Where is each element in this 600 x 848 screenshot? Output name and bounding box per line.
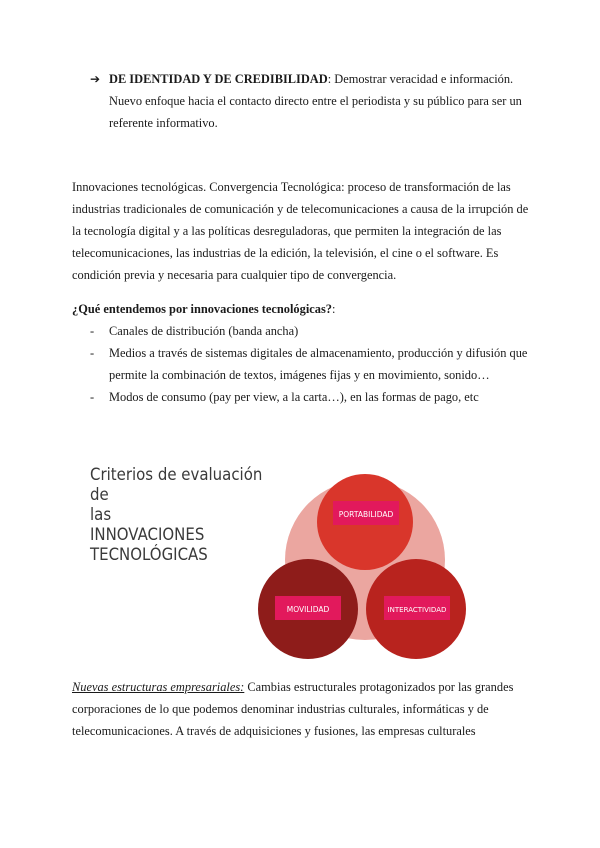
business-structures-paragraph <box>72 676 532 742</box>
mobility-label: MOVILIDAD <box>286 605 330 614</box>
list-dash: - <box>90 390 95 404</box>
business-structures-heading: Nuevas estructuras empresariales: <box>72 680 245 694</box>
question-bold: ¿Qué entendemos por innovaciones tecnológicas? <box>72 302 332 316</box>
identity-line3: referente informativo. <box>109 116 218 130</box>
innovations-paragraph <box>72 176 532 286</box>
business-line3: telecomunicaciones. A través de adquisiciones y fusiones, las empresas culturales <box>72 724 476 738</box>
identity-bold: DE IDENTIDAD Y DE CREDIBILIDAD <box>109 72 328 86</box>
infographic-title-line: Criterios de evaluación <box>90 465 263 485</box>
infographic-title-line: INNOVACIONES <box>90 525 205 545</box>
question-heading <box>72 298 532 320</box>
infographic-title-line: de <box>90 485 109 505</box>
list-item-2 <box>109 342 529 386</box>
list-dash: - <box>90 324 95 338</box>
identity-rest: : Demostrar veracidad e información. <box>327 72 514 86</box>
portability-label: PORTABILIDAD <box>338 510 394 519</box>
list-dash: - <box>90 346 95 360</box>
list-item-2-line2: permite la combinación de textos, imágenes fijas y en movimiento, sonido… <box>109 368 490 382</box>
list-item-1: Canales de distribución (banda ancha) <box>109 324 299 338</box>
para-line: Innovaciones tecnológicas. Convergencia Tecnológica: proceso de transformación de las <box>72 180 511 194</box>
question-tail: : <box>331 302 336 316</box>
infographic-title-line: las <box>90 505 112 525</box>
evaluation-criteria-diagram <box>75 455 525 665</box>
business-line1: Cambias estructurales protagonizados por las grandes <box>244 680 514 694</box>
list-item-2-line1: Medios a través de sistemas digitales de almacenamiento, producción y difusión que <box>109 346 528 360</box>
business-line2: corporaciones de lo que podemos denominar industrias culturales, informáticas y de <box>72 702 489 716</box>
arrow-right-icon: ➔ <box>90 72 101 86</box>
interactivity-label: INTERACTIVIDAD <box>387 606 447 614</box>
para-line: telecomunicaciones, las industrias de la edición, la televisión, el cine o el software. Es <box>72 246 499 260</box>
para-line: condición previa y necesaria para cualquier tipo de convergencia. <box>72 268 397 282</box>
identity-line2: Nuevo enfoque hacia el contacto directo entre el periodista y su público para ser un <box>109 94 522 108</box>
infographic-title-line: TECNOLÓGICAS <box>90 545 208 565</box>
list-item-3: Modos de consumo (pay per view, a la carta…), en las formas de pago, etc <box>109 390 479 404</box>
para-line: industrias tradicionales de comunicación y de telecomunicaciones a causa de la irrupción de <box>72 202 529 216</box>
para-line: la tecnología digital y a las políticas desreguladoras, que permiten la integración de las <box>72 224 502 238</box>
identity-bullet <box>109 68 539 134</box>
